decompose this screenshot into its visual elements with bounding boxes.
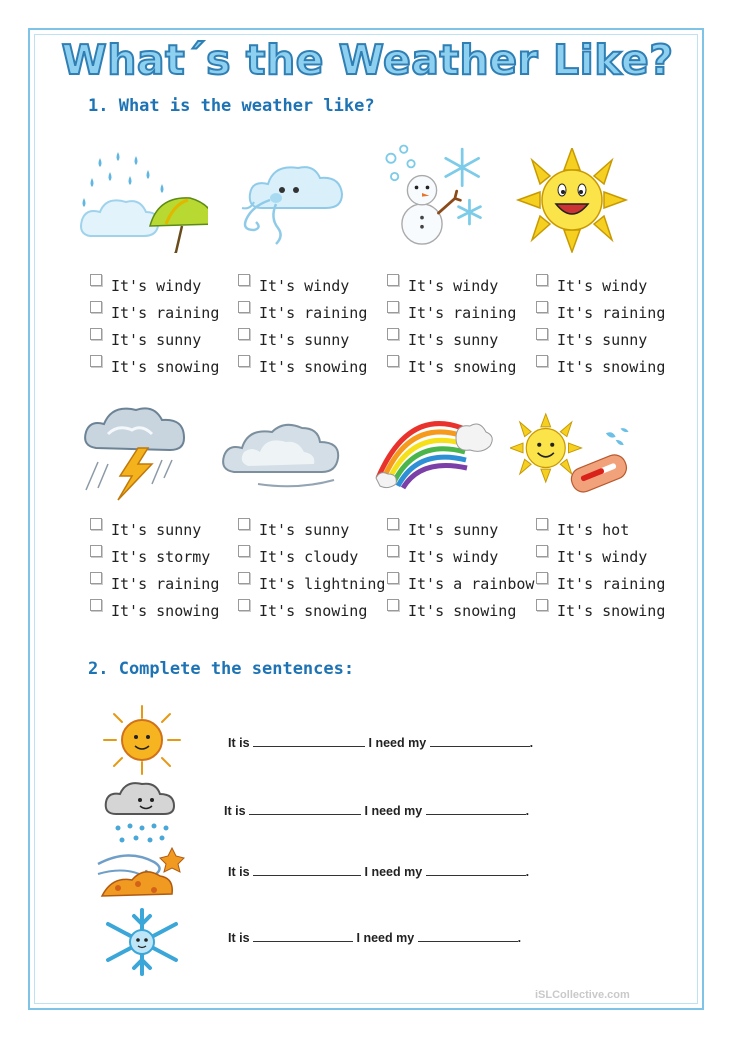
checkbox[interactable] xyxy=(238,599,250,611)
answer-blank[interactable] xyxy=(426,801,526,815)
checkbox[interactable] xyxy=(387,599,399,611)
checkbox-option[interactable]: It's stormy xyxy=(90,544,238,571)
checkbox[interactable] xyxy=(238,328,250,340)
checkbox-option[interactable]: It's snowing xyxy=(90,354,238,381)
checkbox[interactable] xyxy=(387,355,399,367)
sentence-row: It is I need my . xyxy=(228,862,529,879)
checkbox[interactable] xyxy=(90,328,102,340)
checkbox[interactable] xyxy=(387,301,399,313)
checkbox[interactable] xyxy=(536,518,548,530)
checkbox[interactable] xyxy=(238,572,250,584)
worksheet-title: What´s the Weather Like? xyxy=(61,36,674,84)
checkbox-option[interactable]: It's windy xyxy=(536,273,684,300)
checkbox-option[interactable]: It's windy xyxy=(387,273,535,300)
checkbox-option[interactable]: It's raining xyxy=(90,571,238,598)
answer-blank[interactable] xyxy=(253,862,361,876)
checkbox-option[interactable]: It's sunny xyxy=(536,327,684,354)
checkbox-option[interactable]: It's windy xyxy=(238,273,386,300)
checkbox-option[interactable]: It's sunny xyxy=(90,517,238,544)
checkbox[interactable] xyxy=(90,518,102,530)
hot-sun-thermometer-icon xyxy=(510,404,640,509)
options-group-6 xyxy=(238,517,386,625)
checkbox-option[interactable]: It's windy xyxy=(387,544,535,571)
checkbox[interactable] xyxy=(387,518,399,530)
checkbox[interactable] xyxy=(536,355,548,367)
checkbox[interactable] xyxy=(238,274,250,286)
section-1-heading: 1. What is the weather like? xyxy=(88,96,375,116)
watermark-footer: iSLCollective.com xyxy=(535,989,630,1001)
checkbox-option[interactable]: It's snowing xyxy=(536,354,684,381)
wind-cloud-icon xyxy=(232,148,362,253)
checkbox-option[interactable]: It's a rainbow xyxy=(387,571,535,598)
sentence-row: It is I need my . xyxy=(224,801,529,818)
checkbox-option[interactable]: It's raining xyxy=(238,300,386,327)
checkbox[interactable] xyxy=(536,599,548,611)
answer-blank[interactable] xyxy=(253,733,365,747)
checkbox[interactable] xyxy=(536,328,548,340)
checkbox[interactable] xyxy=(387,328,399,340)
sun-icon xyxy=(512,148,642,253)
checkbox[interactable] xyxy=(90,599,102,611)
checkbox-option[interactable]: It's raining xyxy=(536,300,684,327)
checkbox-option[interactable]: It's snowing xyxy=(387,354,535,381)
checkbox-option[interactable]: It's snowing xyxy=(387,598,535,625)
answer-blank[interactable] xyxy=(253,928,353,942)
options-group-5 xyxy=(90,517,238,625)
checkbox[interactable] xyxy=(536,301,548,313)
checkbox[interactable] xyxy=(238,355,250,367)
checkbox[interactable] xyxy=(238,518,250,530)
options-group-7 xyxy=(387,517,535,625)
options-group-3 xyxy=(387,273,535,381)
checkbox-option[interactable]: It's sunny xyxy=(238,327,386,354)
sentence-row: It is I need my . xyxy=(228,928,521,945)
checkbox-option[interactable]: It's raining xyxy=(387,300,535,327)
answer-blank[interactable] xyxy=(426,862,526,876)
rain-umbrella-icon xyxy=(78,148,208,253)
checkbox-option[interactable]: It's windy xyxy=(536,544,684,571)
checkbox[interactable] xyxy=(238,301,250,313)
checkbox[interactable] xyxy=(90,545,102,557)
checkbox[interactable] xyxy=(90,355,102,367)
options-group-2 xyxy=(238,273,386,381)
checkbox-option[interactable]: It's hot xyxy=(536,517,684,544)
checkbox-option[interactable]: It's lightning xyxy=(238,571,386,598)
sentence-row: It is I need my . xyxy=(228,733,533,750)
checkbox-option[interactable]: It's sunny xyxy=(238,517,386,544)
checkbox-option[interactable]: It's snowing xyxy=(536,598,684,625)
checkbox-option[interactable]: It's raining xyxy=(536,571,684,598)
checkbox-option[interactable]: It's snowing xyxy=(238,598,386,625)
section-2-heading: 2. Complete the sentences: xyxy=(88,659,355,679)
checkbox-option[interactable]: It's sunny xyxy=(387,517,535,544)
storm-cloud-icon xyxy=(78,398,208,503)
cloudy-icon xyxy=(218,404,348,509)
checkbox-option[interactable]: It's snowing xyxy=(90,598,238,625)
checkbox[interactable] xyxy=(387,274,399,286)
sun-small-icon xyxy=(96,704,188,776)
rainbow-icon xyxy=(372,408,502,513)
checkbox-option[interactable]: It's windy xyxy=(90,273,238,300)
checkbox[interactable] xyxy=(536,274,548,286)
checkbox[interactable] xyxy=(90,274,102,286)
snowman-icon xyxy=(378,140,508,245)
checkbox[interactable] xyxy=(387,572,399,584)
checkbox-option[interactable]: It's raining xyxy=(90,300,238,327)
checkbox[interactable] xyxy=(90,572,102,584)
checkbox[interactable] xyxy=(536,572,548,584)
checkbox[interactable] xyxy=(536,545,548,557)
options-group-1 xyxy=(90,273,238,381)
wind-leaves-small-icon xyxy=(94,838,186,910)
answer-blank[interactable] xyxy=(430,733,530,747)
options-group-4 xyxy=(536,273,684,381)
answer-blank[interactable] xyxy=(418,928,518,942)
checkbox[interactable] xyxy=(387,545,399,557)
answer-blank[interactable] xyxy=(249,801,361,815)
options-group-8 xyxy=(536,517,684,625)
snowflake-small-icon xyxy=(96,906,188,978)
checkbox[interactable] xyxy=(238,545,250,557)
checkbox[interactable] xyxy=(90,301,102,313)
checkbox-option[interactable]: It's cloudy xyxy=(238,544,386,571)
checkbox-option[interactable]: It's sunny xyxy=(90,327,238,354)
checkbox-option[interactable]: It's sunny xyxy=(387,327,535,354)
checkbox-option[interactable]: It's snowing xyxy=(238,354,386,381)
